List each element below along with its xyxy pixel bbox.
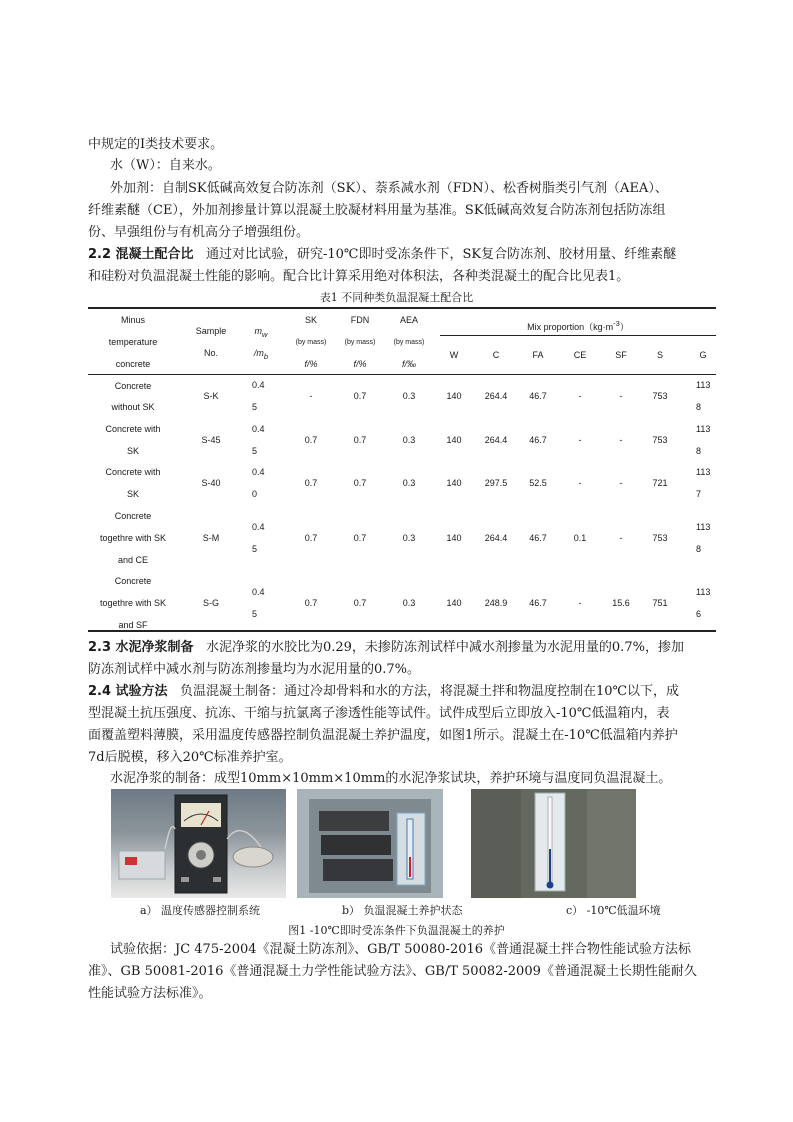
row-g: 8: [696, 446, 702, 456]
header-aea-3: f/‰: [401, 359, 416, 369]
row-fdn: 0.7: [353, 435, 367, 445]
row-sf: -: [619, 533, 623, 543]
row-c: 297.5: [484, 478, 508, 488]
header-mix-proportion: Mix $proportion(kg\cdot m^{-3})$: [527, 319, 629, 332]
header-concrete-1: Minus: [120, 315, 145, 325]
header-w: W: [449, 350, 459, 360]
row-aea: 0.3: [402, 478, 416, 488]
row-ratio: 5: [252, 446, 258, 456]
row-ratio: 0.4: [252, 587, 265, 597]
row-aea: 0.3: [402, 533, 416, 543]
row-g: 113: [696, 522, 711, 532]
row-sf: -: [619, 478, 623, 488]
paragraph-paste: 水泥净浆的制备：成型10mm×10mm×10mm的水泥净浆试块，养护环境与温度同负温混凝土。: [110, 771, 672, 786]
section-2-3: [88, 639, 708, 657]
section-heading: 2.3 水泥净浆制备: [88, 640, 194, 655]
header-aea-2: (by mass): [393, 339, 425, 346]
row-g: 8: [696, 544, 702, 554]
header-c: C: [492, 350, 500, 360]
row-c: 264.4: [484, 533, 508, 543]
row-name-line: Concrete with: [105, 424, 161, 434]
row-g: 113: [696, 587, 711, 597]
row-ratio: 5: [252, 402, 258, 412]
paragraph-line: 准》、GB 50081-2016《普通混凝土力学性能试验方法》、GB/T 50082-2009《普通混凝土长期性能耐久: [88, 964, 697, 979]
row-w: 140: [446, 533, 462, 543]
curing-box-image: [297, 789, 443, 898]
row-sk: -: [309, 391, 313, 401]
paragraph-line: 防冻剂试样中减水剂与防冻剂掺量均为水泥用量的0.7%。: [88, 662, 421, 677]
row-g: 113: [696, 424, 711, 434]
header-ratio-1: $m_w$: [254, 326, 268, 339]
header-fdn-2: (by mass): [344, 339, 376, 346]
row-c: 264.4: [484, 435, 508, 445]
header-sample-1: Sample: [195, 326, 227, 336]
row-aea: 0.3: [402, 598, 416, 608]
row-name-line: togethre with SK: [99, 598, 167, 608]
paragraph-line: 份、早强组份与有机高分子增强组份。: [88, 225, 310, 240]
row-sk: 0.7: [304, 435, 318, 445]
header-concrete-2: temperature: [108, 337, 158, 347]
row-name-line: Concrete with: [105, 467, 161, 477]
row-fa: 46.7: [529, 533, 547, 543]
paragraph-line: 中规定的I类技术要求。: [88, 137, 224, 152]
row-g: 7: [696, 489, 702, 499]
row-ce: 0.1: [573, 533, 587, 543]
paragraph-line: 面覆盖塑料薄膜，采用温度传感器控制负温混凝土养护温度，如图1所示。混凝土在-10℃低温箱内养护: [88, 728, 678, 743]
row-fdn: 0.7: [353, 391, 367, 401]
paragraph-water: 水（W）：自来水。: [110, 158, 221, 173]
table-caption: 表1 不同种类负温混凝土配合比: [319, 291, 474, 304]
row-fdn: 0.7: [353, 533, 367, 543]
row-name-line: and CE: [117, 555, 149, 565]
curing-state-photo: [297, 789, 443, 898]
header-s: S: [656, 350, 663, 360]
thermometer-image: [471, 789, 636, 898]
row-fa: 46.7: [529, 435, 547, 445]
row-name-line: togethre with SK: [99, 533, 167, 543]
paragraph-basis: 试验依据：JC 475-2004《混凝土防冻剂》、GB/T 50080-2016《普通混凝土拌合物性能试验方法标: [110, 942, 692, 957]
row-sample: S-M: [202, 533, 220, 543]
header-ratio-2: $/m_b$: [253, 348, 269, 361]
row-fa: 46.7: [529, 598, 547, 608]
table-top-rule: [88, 307, 716, 309]
row-g: 8: [696, 402, 702, 412]
row-sample: S-G: [202, 598, 219, 608]
row-ce: -: [578, 478, 582, 488]
row-s: 751: [652, 598, 668, 608]
row-fdn: 0.7: [353, 478, 367, 488]
row-s: 753: [652, 533, 668, 543]
row-ratio: 0.4: [252, 467, 265, 477]
paragraph-admixture: 外加剂：自制SK低碱高效复合防冻剂（SK）、萘系减水剂（FDN）、松香树脂类引气剂（AEA）、: [110, 181, 668, 196]
row-ce: -: [578, 598, 582, 608]
header-g: G: [699, 350, 707, 360]
row-sample: S-45: [201, 435, 221, 445]
header-sample-2: No.: [203, 348, 218, 358]
paragraph-line: 和硅粉对负温混凝土性能的影响。配合比计算采用绝对体积法，各种类混凝土的配合比见表1。: [88, 269, 630, 284]
section-text: 水泥净浆的水胶比为0.29，未掺防冻剂试样中减水剂掺量为水泥用量的0.7%，掺加: [205, 640, 684, 655]
row-w: 140: [446, 435, 462, 445]
row-ratio: 5: [252, 544, 258, 554]
row-fdn: 0.7: [353, 598, 367, 608]
paragraph-line: 型混凝土抗压强度、抗冻、干缩与抗氯离子渗透性能等试件。试件成型后立即放入-10℃低温箱内，表: [88, 706, 670, 721]
header-ce: CE: [573, 350, 587, 360]
table-bottom-rule: [88, 630, 716, 632]
row-g: 113: [696, 380, 711, 390]
paragraph-line: 纤维素醚（CE），外加剂掺量计算以混凝土胶凝材料用量为基准。SK低碱高效复合防冻剂包括防冻组: [88, 203, 666, 218]
row-ce: -: [578, 435, 582, 445]
row-ce: -: [578, 391, 582, 401]
section-heading: 2.4 试验方法: [88, 684, 168, 699]
header-fdn-3: f/%: [353, 359, 367, 369]
header-sk-3: f/%: [304, 359, 318, 369]
row-sf: -: [619, 391, 623, 401]
row-name-line: Concrete: [114, 511, 152, 521]
row-name-line: SK: [126, 446, 139, 456]
paragraph-line: 性能试验方法标准》。: [88, 986, 212, 1001]
temperature-controller-image: [111, 789, 286, 898]
row-sk: 0.7: [304, 598, 318, 608]
row-name-line: without SK: [111, 402, 155, 412]
row-ratio: 0.4: [252, 522, 265, 532]
figure-caption-c: c） -10℃低温环境: [566, 904, 661, 917]
row-name-line: and SF: [118, 620, 148, 630]
row-s: 721: [652, 478, 668, 488]
row-name-line: SK: [126, 489, 139, 499]
section-text: 负温混凝土制备：通过冷却骨料和水的方法，将混凝土拌和物温度控制在10℃以下，成: [179, 684, 680, 699]
header-fdn-1: FDN: [350, 315, 370, 325]
row-ratio: 0: [252, 489, 258, 499]
header-aea-1: AEA: [399, 315, 418, 325]
temperature-sensor-photo: [111, 789, 286, 898]
row-sf: 15.6: [612, 598, 630, 608]
section-heading: 2.2 混凝土配合比: [88, 247, 194, 262]
header-sk-1: SK: [304, 315, 317, 325]
header-sk-2: (by mass): [295, 339, 327, 346]
row-c: 264.4: [484, 391, 508, 401]
row-sk: 0.7: [304, 478, 318, 488]
header-sf: SF: [615, 350, 627, 360]
row-g: 6: [696, 609, 702, 619]
row-aea: 0.3: [402, 435, 416, 445]
section-text: 通过对比试验，研究-10℃即时受冻条件下，SK复合防冻剂、胶材用量、纤维素醚: [205, 247, 677, 262]
row-s: 753: [652, 391, 668, 401]
table-header-rule: [88, 374, 716, 375]
figure-caption: 图1 -10℃即时受冻条件下负温混凝土的养护: [288, 924, 505, 937]
row-aea: 0.3: [402, 391, 416, 401]
row-ratio: 0.4: [252, 424, 265, 434]
row-ratio: 0.4: [252, 380, 265, 390]
table-mix-rule: [440, 335, 716, 336]
row-c: 248.9: [484, 598, 508, 608]
row-name-line: Concrete: [114, 576, 152, 586]
section-2-2: [88, 246, 708, 264]
paragraph-line: 7d后脱模，移入20℃标准养护室。: [88, 750, 292, 765]
row-sample: S-K: [203, 391, 219, 401]
header-concrete-3: concrete: [115, 359, 151, 369]
row-sample: S-40: [201, 478, 221, 488]
row-fa: 52.5: [529, 478, 547, 488]
row-w: 140: [446, 391, 462, 401]
row-ratio: 5: [252, 609, 258, 619]
row-w: 140: [446, 598, 462, 608]
low-temperature-photo: [471, 789, 636, 898]
row-g: 113: [696, 467, 711, 477]
header-fa: FA: [532, 350, 544, 360]
figure-caption-b: b） 负温混凝土养护状态: [342, 904, 463, 917]
row-fa: 46.7: [529, 391, 547, 401]
row-sk: 0.7: [304, 533, 318, 543]
section-2-4: [88, 683, 708, 701]
row-sf: -: [619, 435, 623, 445]
row-w: 140: [446, 478, 462, 488]
figure-caption-a: a） 温度传感器控制系统: [140, 904, 261, 917]
row-s: 753: [652, 435, 668, 445]
row-name-line: Concrete: [114, 381, 152, 391]
